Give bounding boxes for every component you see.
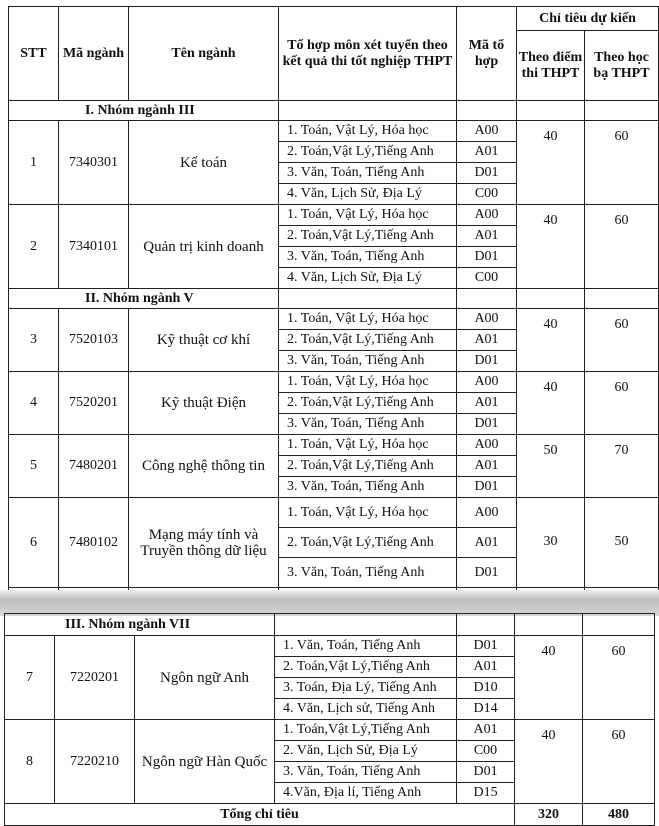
row-stt: 4: [9, 372, 59, 435]
row-theo-diem: 40: [517, 372, 585, 435]
row-stt: 2: [9, 205, 59, 289]
row-stt: 7: [5, 636, 55, 720]
row-7: [5, 636, 655, 720]
row-stt: 5: [9, 435, 59, 498]
combo-subjects: 1. Toán, Vật Lý, Hóa học: [279, 498, 457, 528]
combo-code: D01: [457, 414, 517, 435]
combo-code: A00: [457, 435, 517, 456]
row-stt: 3: [9, 309, 59, 372]
combo-code: D01: [457, 762, 515, 783]
row-ten-nganh: Quản trị kinh doanh: [129, 205, 279, 289]
combo-subjects: 2. Toán,Vật Lý,Tiếng Anh: [279, 330, 457, 351]
group-label: II. Nhóm ngành V: [9, 289, 279, 309]
row-stt: 1: [9, 121, 59, 205]
combo-subjects: 1. Văn, Toán, Tiếng Anh: [275, 636, 457, 657]
header-ma-nganh: Mã ngành: [59, 7, 129, 101]
combo-code: A00: [457, 205, 517, 226]
row-ma-nganh: 7220210: [55, 720, 135, 804]
row-ten-nganh: Kỹ thuật cơ khí: [129, 309, 279, 372]
row-4: [9, 372, 659, 435]
group-label: I. Nhóm ngành III: [9, 101, 279, 121]
row-theo-hoc-ba: 60: [583, 720, 655, 804]
combo-subjects: 1. Toán,Vật Lý,Tiếng Anh: [275, 720, 457, 741]
combo-subjects: 1. Toán, Vật Lý, Hóa học: [279, 372, 457, 393]
combo-subjects: 1. Toán, Vật Lý, Hóa học: [279, 309, 457, 330]
combo-code: A00: [457, 498, 517, 528]
combo-subjects: 2. Toán,Vật Lý,Tiếng Anh: [279, 226, 457, 247]
combo-subjects: 1. Toán, Vật Lý, Hóa học: [279, 121, 457, 142]
row-2: [9, 205, 659, 289]
combo-subjects: 1. Toán, Vật Lý, Hóa học: [279, 435, 457, 456]
row-theo-hoc-ba: 60: [583, 636, 655, 720]
combo-subjects: 3. Văn, Toán, Tiếng Anh: [279, 558, 457, 588]
combo-subjects: 2. Toán,Vật Lý,Tiếng Anh: [275, 657, 457, 678]
group-label: III. Nhóm ngành VII: [5, 614, 275, 636]
combo-code: C00: [457, 184, 517, 205]
row-8: [5, 720, 655, 804]
combo-code: D10: [457, 678, 515, 699]
row-ma-nganh: 7520201: [59, 372, 129, 435]
combo-code: D01: [457, 247, 517, 268]
row-theo-hoc-ba: 60: [585, 205, 659, 289]
row-theo-diem: 40: [517, 121, 585, 205]
combo-subjects: 2. Toán,Vật Lý,Tiếng Anh: [279, 528, 457, 558]
header-stt: STT: [9, 7, 59, 101]
row-theo-diem: 40: [515, 636, 583, 720]
combo-code: A00: [457, 372, 517, 393]
combo-code: D01: [457, 558, 517, 588]
row-ten-nganh: Ngôn ngữ Anh: [135, 636, 275, 720]
combo-subjects: 3. Văn, Toán, Tiếng Anh: [279, 414, 457, 435]
combo-code: A00: [457, 121, 517, 142]
combo-subjects: 4. Văn, Lịch sử, Tiếng Anh: [275, 699, 457, 720]
row-theo-hoc-ba: 60: [585, 121, 659, 205]
row-theo-diem: 30: [517, 498, 585, 588]
combo-subjects: 3. Văn, Toán, Tiếng Anh: [275, 762, 457, 783]
row-ma-nganh: 7340101: [59, 205, 129, 289]
row-theo-diem: 40: [515, 720, 583, 804]
header-theo-diem: Theo điểm thi THPT: [517, 31, 585, 101]
total-theo-diem: 320: [515, 804, 583, 826]
row-theo-hoc-ba: 60: [585, 309, 659, 372]
total-theo-hoc-ba: 480: [583, 804, 655, 826]
combo-code: D15: [457, 783, 515, 804]
admission-table-part1: [8, 6, 659, 608]
row-stt: 8: [5, 720, 55, 804]
combo-subjects: 4.Văn, Địa lí, Tiếng Anh: [275, 783, 457, 804]
combo-code: A01: [457, 330, 517, 351]
combo-subjects: 3. Văn, Toán, Tiếng Anh: [279, 163, 457, 184]
row-ma-nganh: 7520103: [59, 309, 129, 372]
row-6: [9, 498, 659, 588]
admission-table-part2: [4, 613, 655, 826]
row-3: [9, 309, 659, 372]
combo-code: D01: [457, 163, 517, 184]
combo-code: A01: [457, 657, 515, 678]
row-stt: 6: [9, 498, 59, 588]
combo-code: A01: [457, 528, 517, 558]
row-ten-nganh: Kỹ thuật Điện: [129, 372, 279, 435]
header-to-hop: Tổ hợp môn xét tuyển theo kết quả thi tốt nghiệp THPT: [279, 7, 457, 101]
combo-code: D14: [457, 699, 515, 720]
combo-subjects: 3. Văn, Toán, Tiếng Anh: [279, 477, 457, 498]
row-ma-nganh: 7220201: [55, 636, 135, 720]
row-ten-nganh: Kế toán: [129, 121, 279, 205]
combo-subjects: 3. Văn, Toán, Tiếng Anh: [279, 351, 457, 372]
combo-code: A01: [457, 142, 517, 163]
row-theo-hoc-ba: 50: [585, 498, 659, 588]
header-ten-nganh: Tên ngành: [129, 7, 279, 101]
row-ma-nganh: 7480201: [59, 435, 129, 498]
row-theo-hoc-ba: 70: [585, 435, 659, 498]
header-ma-to-hop: Mã tổ hợp: [457, 7, 517, 101]
row-5: [9, 435, 659, 498]
row-ten-nganh: Mạng máy tính và Truyền thông dữ liệu: [129, 498, 279, 588]
combo-code: A01: [457, 720, 515, 741]
row-theo-hoc-ba: 60: [585, 372, 659, 435]
combo-code: A00: [457, 309, 517, 330]
combo-subjects: 1. Toán, Vật Lý, Hóa học: [279, 205, 457, 226]
combo-code: D01: [457, 636, 515, 657]
combo-code: D01: [457, 351, 517, 372]
row-ma-nganh: 7340301: [59, 121, 129, 205]
total-row: [5, 804, 655, 826]
combo-subjects: 2. Toán,Vật Lý,Tiếng Anh: [279, 456, 457, 477]
row-theo-diem: 40: [517, 309, 585, 372]
combo-code: A01: [457, 226, 517, 247]
header-theo-hoc-ba: Theo học bạ THPT: [585, 31, 659, 101]
combo-subjects: 2. Văn, Lịch Sử, Địa Lý: [275, 741, 457, 762]
row-ma-nganh: 7480102: [59, 498, 129, 588]
row-ten-nganh: Ngôn ngữ Hàn Quốc: [135, 720, 275, 804]
combo-subjects: 2. Toán,Vật Lý,Tiếng Anh: [279, 393, 457, 414]
row-ten-nganh: Công nghệ thông tin: [129, 435, 279, 498]
total-label: Tổng chỉ tiêu: [5, 804, 515, 826]
row-theo-diem: 50: [517, 435, 585, 498]
combo-code: C00: [457, 268, 517, 289]
header-chi-tieu: Chỉ tiêu dự kiến: [517, 7, 659, 31]
combo-subjects: 2. Toán,Vật Lý,Tiếng Anh: [279, 142, 457, 163]
combo-code: D01: [457, 477, 517, 498]
combo-code: A01: [457, 393, 517, 414]
combo-code: A01: [457, 456, 517, 477]
combo-subjects: 3. Toán, Địa Lý, Tiếng Anh: [275, 678, 457, 699]
combo-subjects: 3. Văn, Toán, Tiếng Anh: [279, 247, 457, 268]
combo-code: C00: [457, 741, 515, 762]
combo-subjects: 4. Văn, Lịch Sử, Địa Lý: [279, 184, 457, 205]
row-1: [9, 121, 659, 205]
combo-subjects: 4. Văn, Lịch Sử, Địa Lý: [279, 268, 457, 289]
row-theo-diem: 40: [517, 205, 585, 289]
